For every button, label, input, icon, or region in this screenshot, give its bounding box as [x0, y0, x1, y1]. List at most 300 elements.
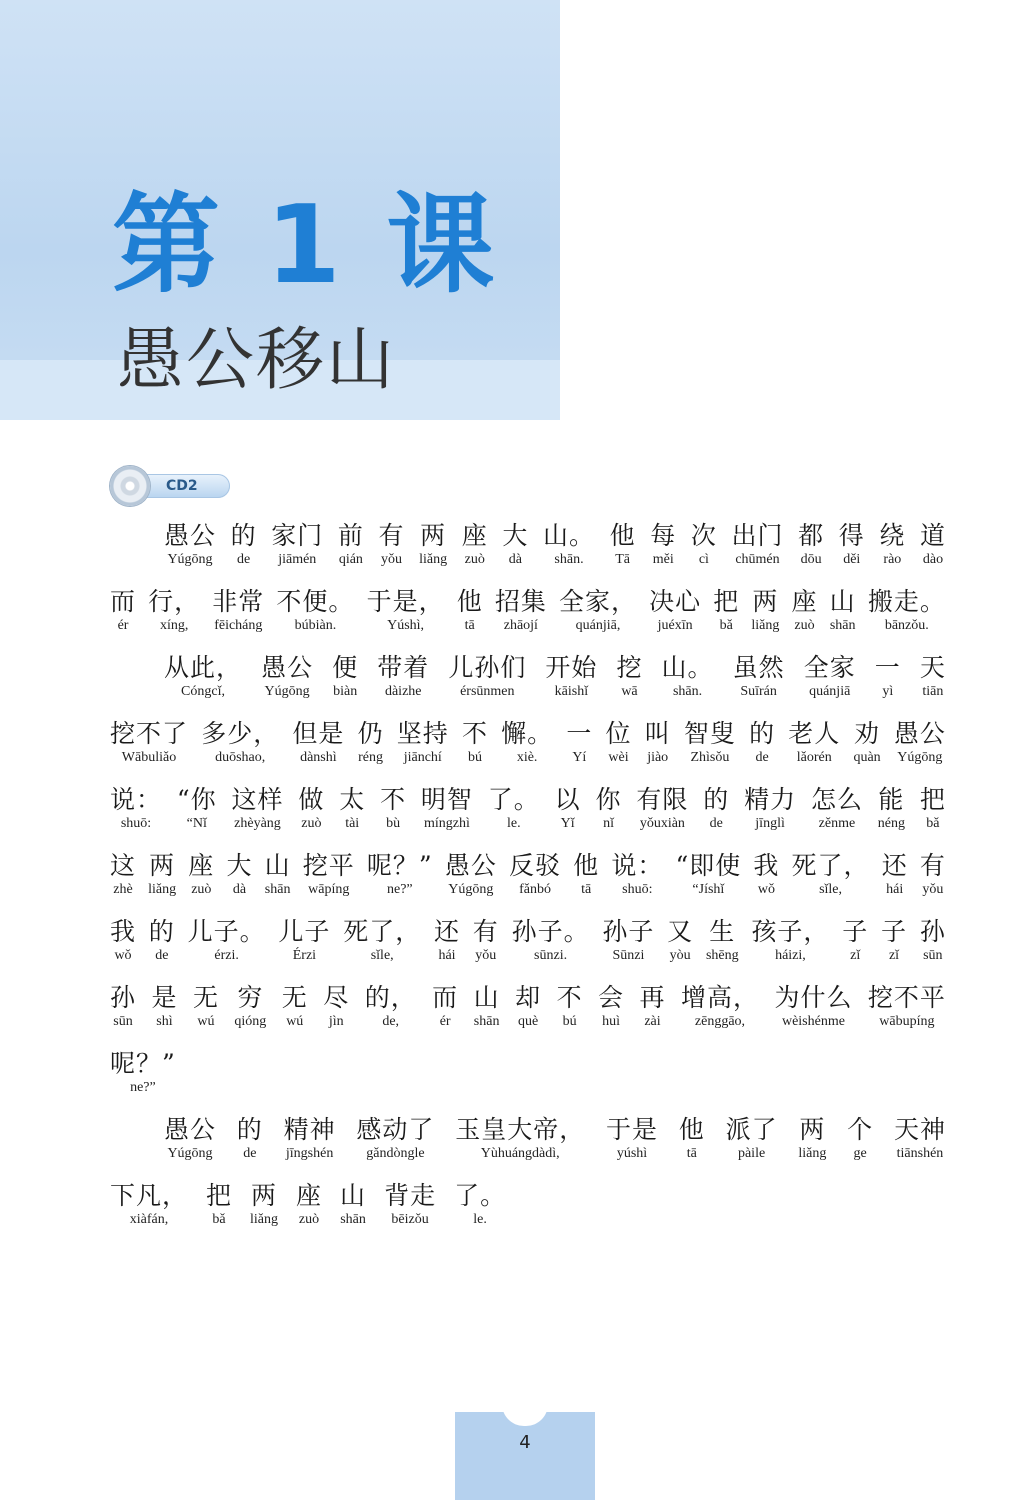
word	[164, 522, 216, 569]
pinyin: shēng	[705, 948, 739, 963]
word	[164, 1116, 216, 1163]
pinyin: dànshì	[300, 750, 337, 765]
hanzi: 每	[650, 521, 677, 550]
hanzi: 两	[251, 1181, 278, 1210]
pinyin: bǎ	[926, 816, 940, 831]
word	[733, 654, 785, 701]
pinyin: wāpíng	[308, 882, 350, 897]
lesson-title: 愚公移山	[116, 321, 397, 400]
word	[920, 786, 946, 833]
pinyin: shān	[829, 618, 856, 633]
pinyin: shān.	[672, 684, 703, 699]
word	[559, 588, 637, 635]
word	[811, 786, 863, 833]
pinyin: dà	[232, 882, 247, 897]
text-line	[110, 720, 946, 767]
pinyin: Suīrán	[740, 684, 777, 699]
word	[462, 720, 488, 767]
hanzi: 带着	[377, 653, 430, 682]
hanzi: 愚公	[261, 653, 314, 682]
word	[340, 1182, 366, 1229]
pinyin: wǒ	[114, 948, 132, 963]
pinyin: zěnme	[818, 816, 856, 831]
hanzi: 为什么	[774, 983, 853, 1012]
word	[110, 852, 136, 899]
word	[847, 1116, 873, 1163]
word	[679, 1116, 705, 1163]
pinyin: ge	[853, 1146, 867, 1161]
word	[509, 852, 561, 899]
word	[606, 720, 632, 767]
pinyin: yǒuxiàn	[639, 816, 685, 831]
hanzi: 不	[461, 719, 488, 748]
word	[367, 852, 433, 899]
pinyin: de	[709, 816, 723, 831]
hanzi: 的	[236, 1115, 263, 1144]
pinyin: ér	[439, 1014, 451, 1029]
hanzi: 的	[230, 521, 257, 550]
pinyin: yòu	[669, 948, 691, 963]
word	[265, 852, 291, 899]
hanzi: 绕	[879, 521, 906, 550]
pinyin: liǎng	[751, 618, 780, 633]
hanzi: 他	[678, 1115, 705, 1144]
pinyin: rào	[883, 552, 902, 567]
word	[455, 1116, 585, 1163]
word	[920, 852, 946, 899]
pinyin: què	[517, 1014, 539, 1029]
pinyin: yǒu	[475, 948, 497, 963]
hanzi: 两	[799, 1115, 826, 1144]
pinyin: dào	[922, 552, 944, 567]
hanzi: 他	[573, 851, 600, 880]
pinyin: kāishǐ	[554, 684, 589, 699]
hanzi: 儿子	[278, 917, 331, 946]
text-line	[164, 1116, 946, 1163]
pinyin: tiān	[922, 684, 944, 699]
pinyin: Yúgōng	[167, 552, 213, 567]
word	[380, 786, 406, 833]
pinyin: ne?”	[130, 1080, 156, 1095]
word	[454, 1182, 506, 1229]
word	[397, 720, 449, 767]
hanzi: 是	[151, 983, 178, 1012]
word	[356, 1116, 434, 1163]
word	[271, 522, 323, 569]
word	[662, 654, 714, 701]
pinyin: zuò	[191, 882, 212, 897]
hanzi: 无	[192, 983, 219, 1012]
word	[201, 720, 279, 767]
word	[684, 720, 736, 767]
word	[343, 918, 421, 965]
hanzi: 太	[339, 785, 366, 814]
word	[379, 522, 405, 569]
word	[839, 522, 865, 569]
hanzi: 愚公	[164, 1115, 217, 1144]
hanzi: 家门	[271, 521, 324, 550]
hanzi: 把	[713, 587, 740, 616]
word	[164, 654, 242, 701]
pinyin: nǐ	[603, 816, 614, 831]
pinyin: liǎng	[798, 1146, 827, 1161]
pinyin: Cóngcǐ,	[181, 684, 225, 699]
cd-label: CD2	[166, 478, 198, 494]
pinyin: chūmén	[735, 552, 780, 567]
pinyin: yì	[882, 684, 894, 699]
pinyin: quánjiā	[809, 684, 851, 699]
hanzi: 一	[566, 719, 593, 748]
page-number: 4	[519, 1432, 531, 1453]
hanzi: 两	[149, 851, 176, 880]
word	[338, 522, 364, 569]
hanzi: 又	[667, 917, 694, 946]
hanzi: 劝	[854, 719, 881, 748]
word	[151, 984, 177, 1031]
word	[339, 786, 365, 833]
word	[474, 984, 500, 1031]
pinyin: bēizǒu	[391, 1212, 429, 1227]
hanzi: 座	[461, 521, 488, 550]
word	[284, 1116, 336, 1163]
hanzi: 而	[432, 983, 459, 1012]
hanzi: 还	[881, 851, 908, 880]
hanzi: 非常	[212, 587, 265, 616]
word	[920, 918, 946, 965]
word	[384, 1182, 436, 1229]
hanzi: 出门	[731, 521, 784, 550]
word	[649, 588, 701, 635]
pinyin: zǐ	[888, 948, 900, 963]
hanzi: 两	[420, 521, 447, 550]
pinyin: zài	[644, 1014, 661, 1029]
hanzi: 从此，	[164, 653, 243, 682]
hanzi: 大	[502, 521, 529, 550]
word	[792, 852, 870, 899]
hanzi: 能	[878, 785, 905, 814]
hanzi: 山	[340, 1181, 367, 1210]
word	[598, 984, 624, 1031]
hanzi: 次	[690, 521, 717, 550]
hanzi: 个	[847, 1115, 874, 1144]
hanzi: 座	[791, 587, 818, 616]
word	[332, 654, 358, 701]
word	[602, 918, 654, 965]
word	[149, 918, 175, 965]
hanzi: 于是，	[366, 587, 445, 616]
hanzi: 说：	[611, 851, 664, 880]
hanzi: 感动了	[356, 1115, 435, 1144]
hanzi: 孙	[919, 917, 946, 946]
hanzi: 下凡，	[110, 1181, 189, 1210]
pinyin: qián	[338, 552, 363, 567]
hanzi: 两	[752, 587, 779, 616]
word	[298, 786, 324, 833]
hanzi: 子	[881, 917, 908, 946]
pinyin: “Jíshǐ	[692, 882, 725, 897]
hanzi: 孩子，	[751, 917, 830, 946]
pinyin: Zhìsǒu	[690, 750, 730, 765]
word	[234, 984, 266, 1031]
pinyin: liǎng	[250, 1212, 279, 1227]
word	[226, 852, 252, 899]
word	[110, 588, 136, 635]
word	[650, 522, 676, 569]
pinyin: tiānshén	[896, 1146, 944, 1161]
hanzi: 决心	[649, 587, 702, 616]
word	[473, 918, 499, 965]
pinyin: háizi,	[775, 948, 806, 963]
pinyin: zǐ	[850, 948, 861, 963]
pinyin: “Nǐ	[186, 816, 207, 831]
pinyin: ér	[117, 618, 129, 633]
word	[706, 918, 739, 965]
hanzi: 呢？”	[110, 1049, 176, 1078]
hanzi: 懈。	[501, 719, 554, 748]
word	[640, 984, 666, 1031]
hanzi: 把	[919, 785, 946, 814]
word	[212, 588, 264, 635]
word	[557, 984, 583, 1031]
cd-audio-badge[interactable]	[110, 466, 232, 506]
pinyin: érzi.	[214, 948, 239, 963]
hanzi: 还	[433, 917, 460, 946]
hanzi: 做	[298, 785, 325, 814]
pinyin: shān	[473, 1014, 500, 1029]
pinyin: sǐle,	[819, 882, 843, 897]
hanzi: 儿孙们	[448, 653, 527, 682]
hanzi: 招集	[494, 587, 547, 616]
hanzi: 尽	[323, 983, 350, 1012]
pinyin: wǒ	[757, 882, 775, 897]
word	[703, 786, 729, 833]
hanzi: 这	[110, 851, 137, 880]
pinyin: Yúshì,	[387, 618, 425, 633]
word	[543, 522, 595, 569]
hanzi: 天	[919, 653, 946, 682]
pinyin: duōshao,	[215, 750, 266, 765]
hanzi: 反驳	[509, 851, 562, 880]
hanzi: 山。	[661, 653, 714, 682]
word	[894, 720, 946, 767]
hanzi: 都	[798, 521, 825, 550]
text-line	[110, 1182, 946, 1229]
pinyin: zēnggāo,	[694, 1014, 746, 1029]
pinyin: Érzi	[292, 948, 317, 963]
pinyin: quánjiā,	[575, 618, 621, 633]
word	[515, 984, 541, 1031]
pinyin: gǎndòngle	[366, 1146, 425, 1161]
text-line	[164, 522, 946, 569]
word	[878, 786, 905, 833]
hanzi: 我	[110, 917, 137, 946]
word	[596, 786, 622, 833]
pinyin: zhāojí	[503, 618, 538, 633]
word	[879, 522, 905, 569]
word	[110, 1050, 176, 1097]
pinyin: wú	[286, 1014, 304, 1029]
word	[177, 786, 217, 833]
word	[744, 786, 796, 833]
word	[726, 1116, 778, 1163]
word	[502, 522, 528, 569]
hanzi: 背走	[384, 1181, 437, 1210]
pinyin: jiānchí	[403, 750, 442, 765]
word	[606, 1116, 658, 1163]
pinyin: hái	[886, 882, 904, 897]
pinyin: fēicháng	[214, 618, 263, 633]
hanzi: 多少，	[201, 719, 280, 748]
pinyin: de,	[382, 1014, 400, 1029]
hanzi: 开始	[545, 653, 598, 682]
pinyin: de	[155, 948, 169, 963]
pinyin: zhè	[113, 882, 133, 897]
hanzi: 便	[332, 653, 359, 682]
hanzi: 而	[110, 587, 137, 616]
hanzi: 挖平	[302, 851, 355, 880]
pinyin: Yǐ	[560, 816, 575, 831]
pinyin: Yúgōng	[897, 750, 943, 765]
hanzi: 精力	[744, 785, 797, 814]
hanzi: 山	[264, 851, 291, 880]
word	[545, 654, 597, 701]
hanzi: 了。	[454, 1181, 507, 1210]
pinyin: juéxīn	[657, 618, 693, 633]
word	[457, 588, 483, 635]
pinyin: ne?”	[386, 882, 413, 897]
hanzi: 座	[188, 851, 215, 880]
word	[445, 852, 497, 899]
word	[868, 588, 946, 635]
hanzi: 的	[749, 719, 776, 748]
pinyin: liǎng	[148, 882, 177, 897]
pinyin: Tā	[615, 552, 630, 567]
pinyin: wābupíng	[879, 1014, 935, 1029]
pinyin: dōu	[800, 552, 822, 567]
pinyin: shuō:	[622, 882, 653, 897]
pinyin: sūn	[113, 1014, 133, 1029]
word	[555, 786, 581, 833]
hanzi: 山。	[542, 521, 595, 550]
lesson-number: 第 1 课	[112, 183, 499, 308]
hanzi: 仍	[357, 719, 384, 748]
hanzi: 的，	[364, 983, 417, 1012]
pinyin: shì	[156, 1014, 173, 1029]
word	[303, 852, 355, 899]
pinyin: měi	[652, 552, 674, 567]
pinyin: zuò	[464, 552, 485, 567]
hanzi: 明智	[420, 785, 473, 814]
pinyin: Wābuliǎo	[121, 750, 177, 765]
word	[774, 984, 852, 1031]
hanzi: 山	[473, 983, 500, 1012]
pinyin: bú	[562, 1014, 577, 1029]
pinyin: wèishénme	[781, 1014, 845, 1029]
hanzi: 这样	[231, 785, 284, 814]
hanzi: 有	[378, 521, 405, 550]
hanzi: 全家	[803, 653, 856, 682]
word	[830, 588, 856, 635]
word	[193, 984, 219, 1031]
word	[110, 786, 162, 833]
pinyin: cì	[698, 552, 709, 567]
pinyin: zuò	[794, 618, 815, 633]
word	[278, 918, 330, 965]
hanzi: 的	[703, 785, 730, 814]
word	[419, 522, 447, 569]
word	[276, 588, 354, 635]
text-line	[110, 1050, 946, 1097]
hanzi: 无	[281, 983, 308, 1012]
word	[798, 522, 824, 569]
hanzi: 大	[226, 851, 253, 880]
word	[611, 852, 663, 899]
pinyin: bú	[467, 750, 482, 765]
word	[882, 852, 908, 899]
word	[868, 984, 946, 1031]
hanzi: 有	[919, 851, 946, 880]
pinyin: shān	[340, 1212, 366, 1227]
word	[751, 918, 829, 965]
word	[645, 720, 671, 767]
hanzi: 我	[753, 851, 780, 880]
word	[188, 918, 266, 965]
pinyin: wú	[197, 1014, 215, 1029]
pinyin: fǎnbó	[519, 882, 551, 897]
pinyin: bānzǒu.	[884, 618, 929, 633]
word	[675, 852, 741, 899]
word	[753, 852, 779, 899]
word	[367, 588, 445, 635]
word	[731, 522, 783, 569]
pinyin: réng	[358, 750, 384, 765]
word	[495, 588, 547, 635]
pinyin: zuò	[298, 1212, 320, 1227]
pinyin: Yí	[572, 750, 587, 765]
word	[110, 918, 136, 965]
pinyin: míngzhì	[423, 816, 470, 831]
pinyin: Yúgōng	[448, 882, 494, 897]
hanzi: 说：	[110, 785, 163, 814]
word	[788, 720, 840, 767]
hanzi: 老人	[788, 719, 841, 748]
word	[920, 522, 946, 569]
hanzi: 你	[595, 785, 622, 814]
hanzi: 了。	[487, 785, 540, 814]
pinyin: sūnzi.	[534, 948, 568, 963]
word	[110, 1182, 188, 1229]
word	[358, 720, 384, 767]
pinyin: hái	[438, 948, 456, 963]
word	[261, 654, 313, 701]
hanzi: 儿子。	[187, 917, 266, 946]
word	[206, 1182, 232, 1229]
pinyin: jīngshén	[285, 1146, 334, 1161]
hanzi: 派了	[725, 1115, 778, 1144]
word	[691, 522, 717, 569]
hanzi: 他	[609, 521, 636, 550]
hanzi: 挖不平	[867, 983, 946, 1012]
pinyin: érsūnmen	[460, 684, 515, 699]
word	[792, 588, 818, 635]
hanzi: 位	[605, 719, 632, 748]
text-line	[164, 654, 946, 701]
pinyin: Yùhuángdàdì,	[480, 1146, 560, 1161]
word	[713, 588, 739, 635]
word	[110, 984, 136, 1031]
hanzi: “即使	[675, 851, 742, 880]
pinyin: xiàfán,	[129, 1212, 169, 1227]
